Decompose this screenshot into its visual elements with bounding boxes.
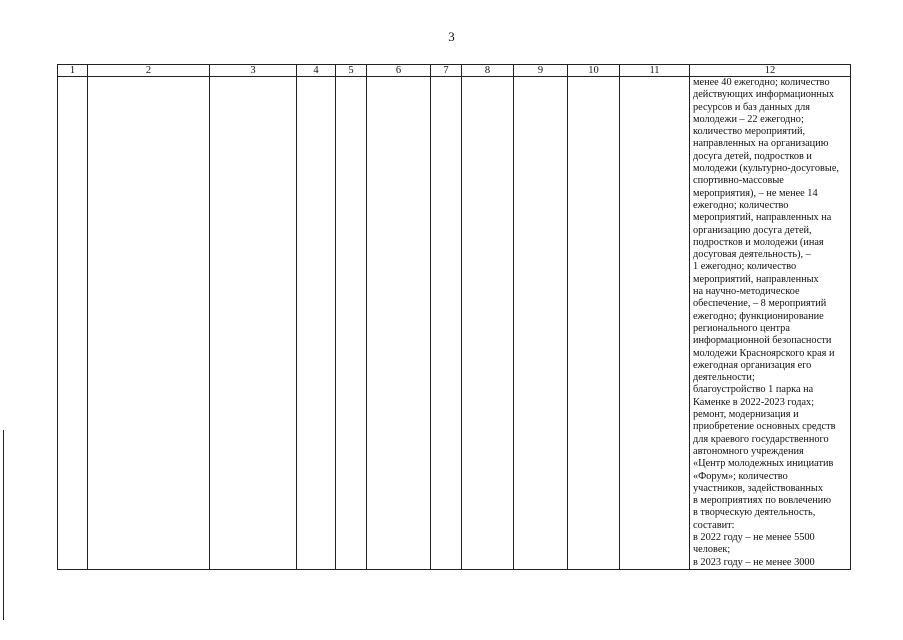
text-line: благоустройство 1 парка на bbox=[693, 384, 814, 396]
column-header-1: 1 bbox=[58, 65, 88, 77]
text-line: мероприятия), – не менее 14 bbox=[693, 187, 818, 199]
text-line: 1 ежегодно; количество bbox=[693, 261, 797, 273]
text-line: информационной безопасности bbox=[693, 335, 832, 347]
text-line: автономного учреждения bbox=[693, 445, 804, 457]
text-line: молодежи – 22 ежегодно; bbox=[693, 113, 804, 125]
table-cell-7 bbox=[431, 77, 462, 570]
column-header-5: 5 bbox=[336, 65, 367, 77]
text-line: для краевого государственного bbox=[693, 433, 829, 445]
text-line: мероприятий, направленных на bbox=[693, 212, 832, 224]
text-line: «Центр молодежных инициатив bbox=[693, 458, 834, 470]
table-cell-4 bbox=[297, 77, 336, 570]
text-line: ресурсов и баз данных для bbox=[693, 101, 810, 113]
text-line: регионального центра bbox=[693, 322, 790, 334]
column-header-9: 9 bbox=[514, 65, 568, 77]
table-cell-6 bbox=[367, 77, 431, 570]
text-line: молодежи Красноярского края и bbox=[693, 347, 835, 359]
table-row bbox=[58, 77, 851, 570]
text-line: молодежи (культурно-досуговые, bbox=[693, 163, 839, 175]
column-header-3: 3 bbox=[210, 65, 297, 77]
text-line: спортивно-массовые bbox=[693, 175, 784, 187]
text-line: количество мероприятий, bbox=[693, 126, 806, 138]
text-line: организацию досуга детей, bbox=[693, 224, 812, 236]
text-line: мероприятий, направленных bbox=[693, 273, 819, 285]
table-cell-1 bbox=[58, 77, 88, 570]
text-line: ремонт, модернизация и bbox=[693, 409, 799, 421]
table-cell-10 bbox=[568, 77, 620, 570]
column-header-6: 6 bbox=[367, 65, 431, 77]
table-cell-5 bbox=[336, 77, 367, 570]
column-header-8: 8 bbox=[462, 65, 514, 77]
text-line: ежегодная организация его bbox=[693, 359, 812, 371]
table-cell-8 bbox=[462, 77, 514, 570]
column-header-10: 10 bbox=[568, 65, 620, 77]
text-line: в 2023 году – не менее 3000 bbox=[693, 556, 815, 568]
table-cell-2 bbox=[88, 77, 210, 570]
text-line: Каменке в 2022-2023 годах; bbox=[693, 396, 815, 408]
table-cell-11 bbox=[620, 77, 690, 570]
text-line: менее 40 ежегодно; количество bbox=[693, 77, 830, 88]
column-header-11: 11 bbox=[620, 65, 690, 77]
column-header-2: 2 bbox=[88, 65, 210, 77]
text-line: подростков и молодежи (иная bbox=[693, 236, 824, 248]
text-line: ежегодно; функционирование bbox=[693, 310, 824, 322]
text-line: в 2022 году – не менее 5500 bbox=[693, 531, 815, 543]
text-line: составит: bbox=[693, 519, 735, 531]
margin-line bbox=[3, 430, 4, 620]
text-line: ежегодно; количество bbox=[693, 199, 789, 211]
text-line: в мероприятиях по вовлечению bbox=[693, 495, 832, 507]
table-cell-3 bbox=[210, 77, 297, 570]
text-line: действующих информационных bbox=[693, 89, 835, 101]
text-line: человек; bbox=[693, 544, 731, 556]
table-cell-9 bbox=[514, 77, 568, 570]
text-line: обеспечение, – 8 мероприятий bbox=[693, 298, 827, 310]
column12-text bbox=[693, 77, 848, 569]
data-table bbox=[57, 64, 851, 570]
text-line: на научно-методическое bbox=[693, 286, 800, 298]
column-header-4: 4 bbox=[297, 65, 336, 77]
text-line: направленных на организацию bbox=[693, 138, 829, 150]
page-number: 3 bbox=[448, 29, 455, 44]
text-line: участников, задействованных bbox=[693, 482, 823, 494]
table-cell-12 bbox=[690, 77, 851, 570]
text-line: деятельности; bbox=[693, 372, 755, 384]
header-row bbox=[58, 65, 851, 77]
text-line: приобретение основных средств bbox=[693, 421, 836, 433]
column-header-7: 7 bbox=[431, 65, 462, 77]
text-line: в творческую деятельность, bbox=[693, 507, 816, 519]
text-line: досуговая деятельность), – bbox=[693, 249, 811, 261]
text-line: «Форум»; количество bbox=[693, 470, 788, 482]
column-header-12: 12 bbox=[690, 65, 851, 77]
text-line: досуга детей, подростков и bbox=[693, 150, 812, 162]
